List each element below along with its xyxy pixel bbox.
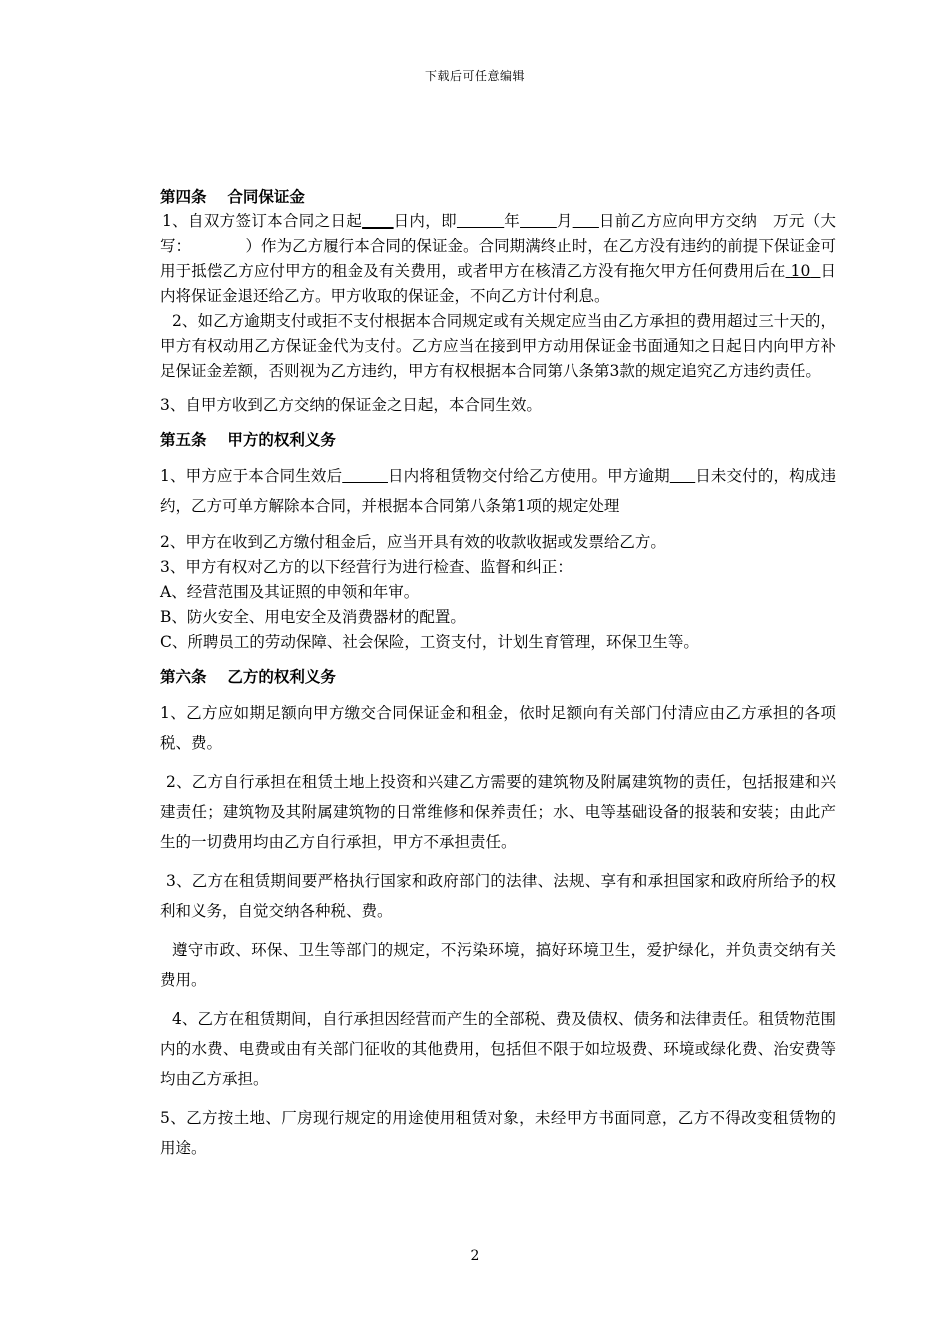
page-number: 2	[470, 1248, 480, 1264]
article-5-para-2: 2、甲方在收到乙方缴付租金后，应当开具有效的收款收据或发票给乙方。	[160, 533, 666, 551]
article-5-item-c: C、所聘员工的劳动保障、社会保险，工资支付，计划生育管理，环保卫生等。	[160, 633, 699, 651]
blank-month	[520, 212, 557, 230]
article-6-para-4: 4、乙方在租赁期间，自行承担因经营而产生的全部税、费及债权、债务和法律责任。租赁物范围内的水费、电费或由有关部门征收的其他费用，包括但不限于如垃圾费、环境或绿化费、治安费等均由乙方承担。	[160, 1010, 836, 1088]
blank-day	[573, 212, 599, 230]
article-4-title: 第四条 合同保证金	[160, 187, 305, 206]
article-6-para-3: 3、乙方在租赁期间要严格执行国家和政府部门的法律、法规、享有和承担国家和政府所给予的权利和义务，自觉交纳各种税、费。	[160, 872, 836, 920]
blank-overdue-days	[670, 467, 695, 485]
article-5-title: 第五条 甲方的权利义务	[160, 430, 336, 449]
article-5-item-a: A、经营范围及其证照的申领和年审。	[160, 583, 420, 601]
blank-year	[457, 212, 504, 230]
article-4-para-3: 3、自甲方收到乙方交纳的保证金之日起，本合同生效。	[160, 396, 542, 414]
article-4-para-1: 1、自双方签订本合同之日起 日内，即 年 月 日前乙方应向甲方交纳 万元（大写： ）作为乙方履行本合同的保证金。合同期满终止时，在乙方没有违约的前提下保证金可用于抵偿乙方应付甲方的租金及有关费用，或者甲方在核清乙方没有拖欠甲方任何费用后在 10 日内将保证金退还给乙方。甲方收取的保证金，不向乙方计付利息。	[160, 212, 836, 305]
article-6-para-1: 1、乙方应如期足额向甲方缴交合同保证金和租金，依时足额向有关部门付清应由乙方承担的各项税、费。	[160, 704, 836, 752]
article-5-para-3: 3、甲方有权对乙方的以下经营行为进行检查、监督和纠正：	[160, 558, 573, 576]
blank-days	[362, 212, 394, 230]
article-6-para-2: 2、乙方自行承担在租赁土地上投资和兴建乙方需要的建筑物及附属建筑物的责任，包括报建和兴建责任；建筑物及其附属建筑物的日常维修和保养责任；水、电等基础设备的报装和安装；由此产生的一切费用均由乙方自行承担，甲方不承担责任。	[160, 773, 836, 851]
article-4-para-2: 2、如乙方逾期支付或拒不支付根据本合同规定或有关规定应当由乙方承担的费用超过三十天的，甲方有权动用乙方保证金代为支付。乙方应当在接到甲方动用保证金书面通知之日起日内向甲方补足保证金差额，否则视为乙方违约，甲方有权根据本合同第八条第3款的规定追究乙方违约责任。	[160, 312, 836, 380]
refund-days: 10	[790, 262, 811, 280]
article-5-item-b: B、防火安全、用电安全及消费器材的配置。	[160, 608, 466, 626]
page-header: 下载后可任意编辑	[424, 69, 525, 83]
blank-delivery-days	[342, 467, 388, 485]
document-body	[160, 184, 836, 1163]
article-5-para-1: 1、甲方应于本合同生效后 日内将租赁物交付给乙方使用。甲方逾期 日未交付的，构成违约，乙方可单方解除本合同，并根据本合同第八条第1项的规定处理	[160, 467, 836, 515]
article-6-para-3b: 遵守市政、环保、卫生等部门的规定，不污染环境，搞好环境卫生，爱护绿化，并负责交纳有关费用。	[160, 941, 836, 989]
article-6-para-5: 5、乙方按土地、厂房现行规定的用途使用租赁对象，未经甲方书面同意，乙方不得改变租赁物的用途。	[160, 1109, 836, 1157]
article-6-title: 第六条 乙方的权利义务	[160, 667, 336, 686]
